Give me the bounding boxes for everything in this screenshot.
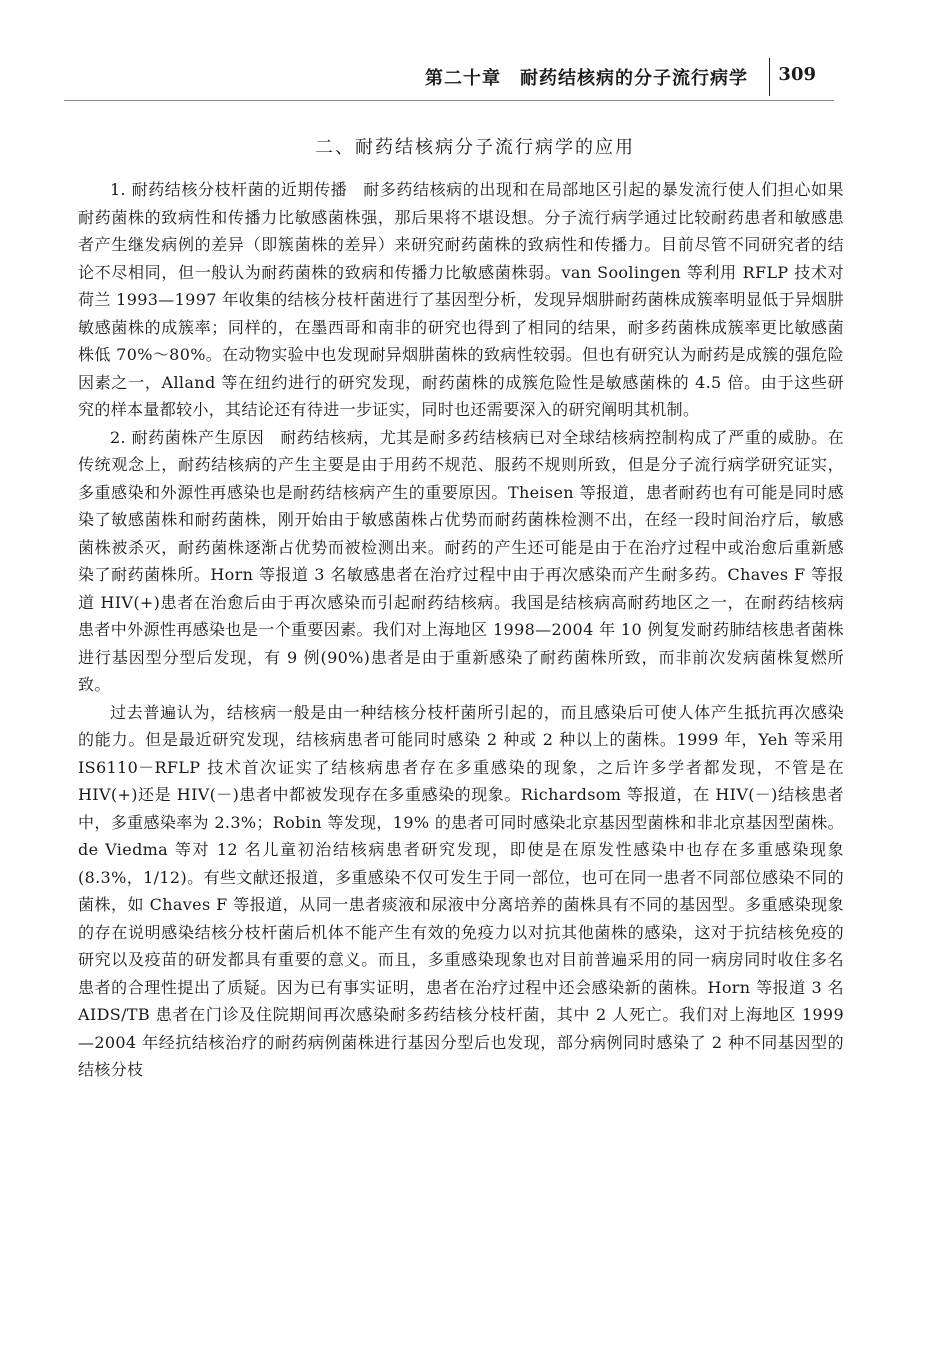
paragraph-3 bbox=[78, 699, 844, 1084]
section-title: 二、耐药结核病分子流行病学的应用 bbox=[315, 137, 635, 158]
paragraph-2 bbox=[78, 424, 844, 699]
running-header bbox=[380, 62, 840, 96]
paragraph-2-lead: 2. 耐药菌株产生原因 bbox=[110, 427, 265, 447]
paragraph-3-text: 过去普遍认为，结核病一般是由一种结核分枝杆菌所引起的，而且感染后可使人体产生抵抗再次感染的能力。但是最近研究发现，结核病患者可能同时感染 2 种或 2 种以上的菌株。1999 年，Yeh 等采用 IS6110－RFLP 技术首次证实了结核病患者存在多重感染的现象，之后许多学者都发现，不管是在 HIV(+)还是 HIV(－)患者中都被发现存在多重感染的现象。Richardsom 等报道，在 HIV(－)结核患者中，多重感染率为 2.3%；Robin 等发现，19% 的患者可同时感染北京基因型菌株和非北京基因型菌株。de Viedma 等对 12 名儿童初治结核病患者研究发现，即使是在原发性感染中也存在多重感染现象(8.3%，1/12)。有些文献还报道，多重感染不仅可发生于同一部位，也可在同一患者不同部位感染不同的菌株，如 Chaves F 等报道，从同一患者痰液和尿液中分离培养的菌株具有不同的基因型。多重感染现象的存在说明感染结核分枝杆菌后机体不能产生有效的免疫力以对抗其他菌株的感染，这对于抗结核免疫的研究以及疫苗的研发都具有重要的意义。而且，多重感染现象也对目前普遍采用的同一病房同时收住多名患者的合理性提出了质疑。因为已有事实证明，患者在治疗过程中还会感染新的菌株。Horn 等报道 3 名 AIDS/TB 患者在门诊及住院期间再次感染耐多药结核分枝杆菌，其中 2 人死亡。我们对上海地区 1999—2004 年经抗结核治疗的耐药病例菌株进行基因分型后也发现，部分病例同时感染了 2 种不同基因型的结核分枝 bbox=[78, 702, 844, 1079]
paragraph-1-lead: 1. 耐药结核分枝杆菌的近期传播 bbox=[110, 180, 348, 199]
paragraph-1 bbox=[78, 176, 844, 424]
page-number: 309 bbox=[778, 64, 816, 85]
chapter-title: 第二十章 耐药结核病的分子流行病学 bbox=[425, 68, 748, 89]
header-separator bbox=[769, 58, 771, 96]
paragraph-1-text: 耐多药结核病的出现和在局部地区引起的暴发流行使人们担心如果耐药菌株的致病性和传播力比敏感菌株强，那后果将不堪设想。分子流行病学通过比较耐药患者和敏感患者产生继发病例的差异（即簇菌株的差异）来研究耐药菌株的致病性和传播力。目前尽管不同研究者的结论不尽相同，但一般认为耐药菌株的致病和传播力比敏感菌株弱。van Soolingen 等利用 RFLP 技术对荷兰 1993—1997 年收集的结核分枝杆菌进行了基因型分析，发现异烟肼耐药菌株成簇率明显低于异烟肼敏感菌株的成簇率；同样的，在墨西哥和南非的研究也得到了相同的结果，耐多药菌株成簇率更比敏感菌株低 70%～80%。在动物实验中也发现耐异烟肼菌株的致病性较弱。但也有研究认为耐药是成簇的强危险因素之一，Alland 等在纽约进行的研究发现，耐药菌株的成簇危险性是敏感菌株的 4.5 倍。由于这些研究的样本量都较小，其结论还有待进一步证实，同时也还需要深入的研究阐明其机制。 bbox=[78, 180, 844, 419]
body-text bbox=[78, 176, 844, 1084]
paragraph-2-text: 耐药结核病，尤其是耐多药结核病已对全球结核病控制构成了严重的威胁。在传统观念上，耐药结核病的产生主要是由于用药不规范、服药不规则所致，但是分子流行病学研究证实，多重感染和外源性再感染也是耐药结核病产生的重要原因。Theisen 等报道，患者耐药也有可能是同时感染了敏感菌株和耐药菌株，刚开始由于敏感菌株占优势而耐药菌株检测不出，在经一段时间治疗后，敏感菌株被杀灭，耐药菌株逐渐占优势而被检测出来。耐药的产生还可能是由于在治疗过程中或治愈后重新感染了耐药菌株所。Horn 等报道 3 名敏感患者在治疗过程中由于再次感染而产生耐多药。Chaves F 等报道 HIV(+)患者在治愈后由于再次感染而引起耐药结核病。我国是结核病高耐药地区之一，在耐药结核病患者中外源性再感染也是一个重要因素。我们对上海地区 1998—2004 年 10 例复发耐药肺结核患者菌株进行基因型分型后发现，有 9 例(90%)患者是由于重新感染了耐药菌株所致，而非前次发病菌株复燃所致。 bbox=[78, 427, 845, 694]
header-rule bbox=[64, 100, 834, 101]
